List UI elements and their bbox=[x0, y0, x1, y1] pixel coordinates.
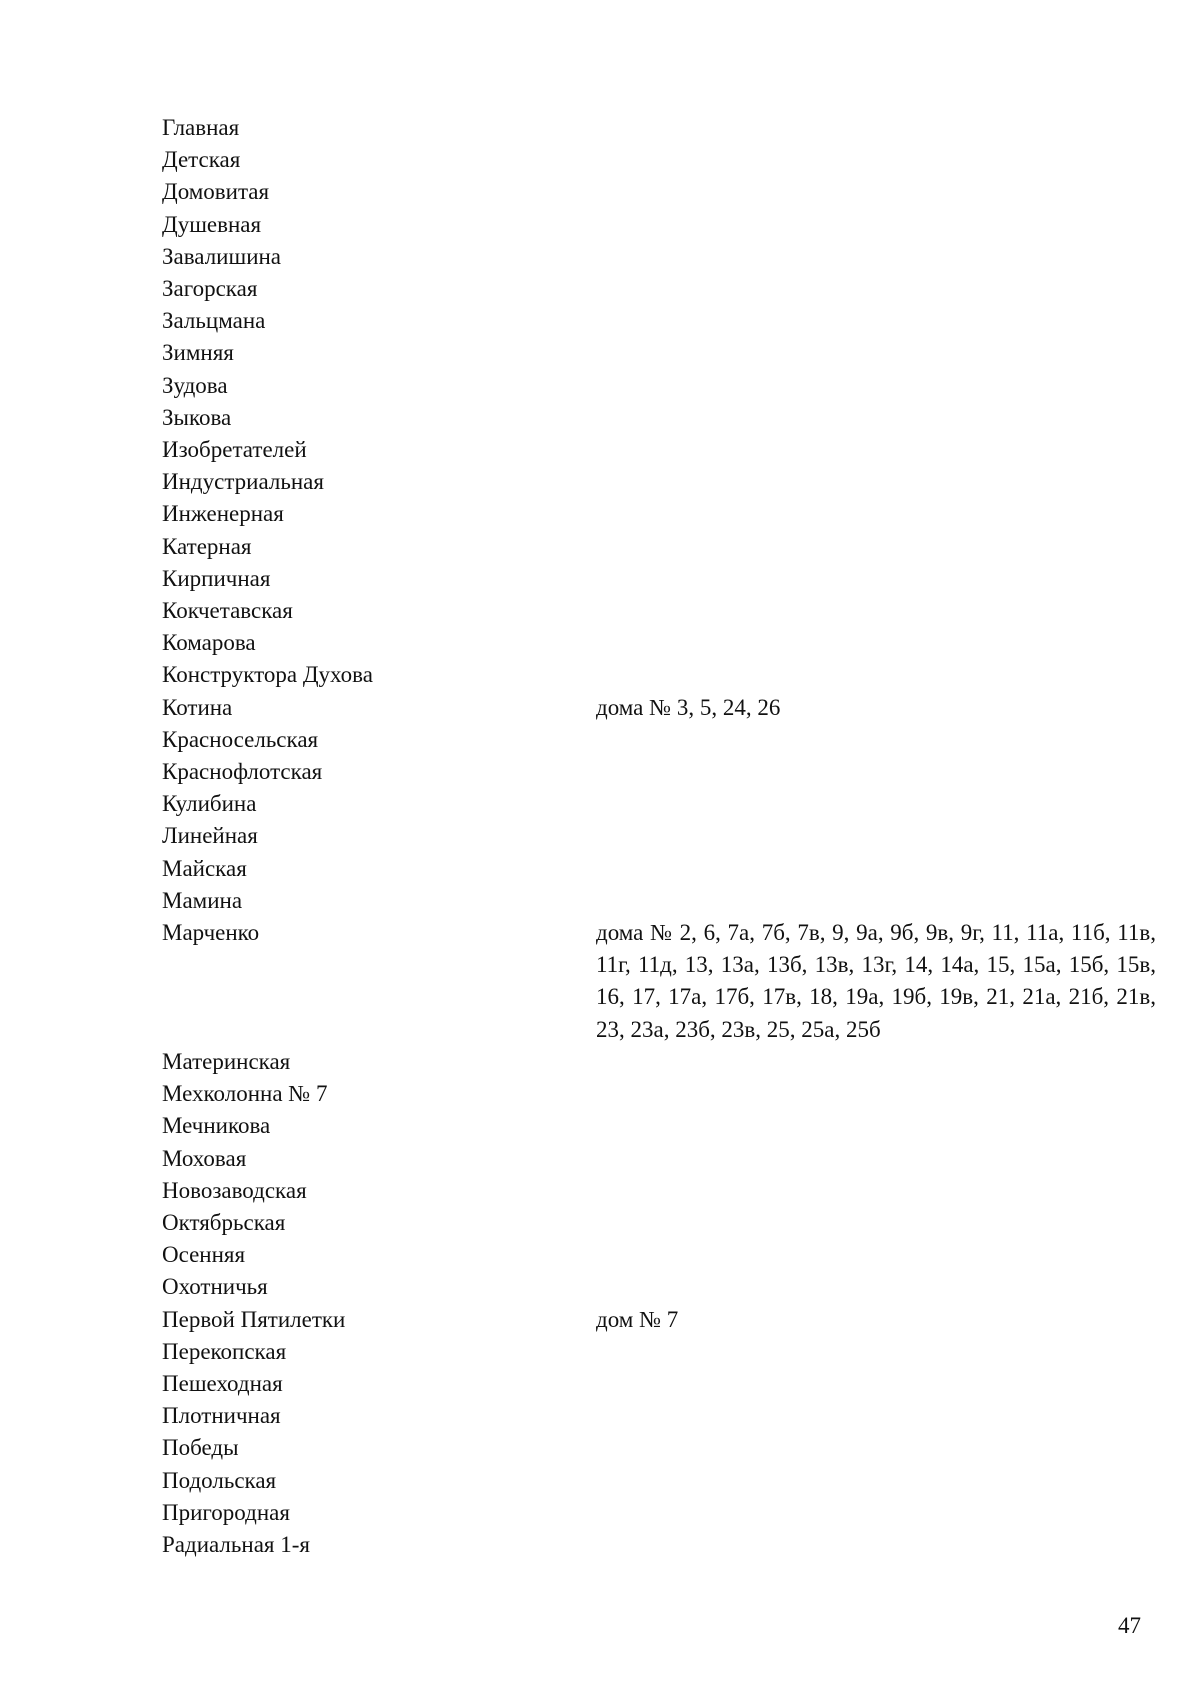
street-name: Мамина bbox=[162, 887, 243, 913]
street-row bbox=[162, 1497, 1162, 1529]
street-houses: дом № 7 bbox=[596, 1306, 679, 1332]
street-row bbox=[162, 917, 1162, 1046]
street-row bbox=[162, 692, 1162, 724]
street-row bbox=[162, 1304, 1162, 1336]
street-name: Материнская bbox=[162, 1048, 291, 1074]
street-name: Катерная bbox=[162, 533, 252, 559]
street-name: Комарова bbox=[162, 630, 256, 656]
street-name: Краснофлотская bbox=[162, 759, 323, 785]
street-row bbox=[162, 788, 1162, 820]
street-name: Первой Пятилетки bbox=[162, 1306, 346, 1332]
street-row bbox=[162, 370, 1162, 402]
street-row bbox=[162, 1078, 1162, 1110]
street-row bbox=[162, 176, 1162, 208]
street-name: Детская bbox=[162, 147, 241, 173]
street-row bbox=[162, 627, 1162, 659]
street-row bbox=[162, 756, 1162, 788]
street-name: Пешеходная bbox=[162, 1370, 283, 1396]
street-row bbox=[162, 144, 1162, 176]
street-name: Конструктора Духова bbox=[162, 662, 373, 688]
street-name: Зудова bbox=[162, 372, 228, 398]
street-name: Мехколонна № 7 bbox=[162, 1081, 328, 1107]
street-row bbox=[162, 853, 1162, 885]
street-name: Зыкова bbox=[162, 404, 232, 430]
street-name: Зимняя bbox=[162, 340, 234, 366]
street-name: Пригородная bbox=[162, 1499, 290, 1525]
street-row bbox=[162, 209, 1162, 241]
street-row bbox=[162, 531, 1162, 563]
street-name: Подольская bbox=[162, 1467, 277, 1493]
street-name: Загорская bbox=[162, 276, 258, 302]
street-name: Главная bbox=[162, 115, 240, 140]
street-row bbox=[162, 337, 1162, 369]
street-row bbox=[162, 820, 1162, 852]
street-name: Красносельская bbox=[162, 726, 319, 752]
street-name: Майская bbox=[162, 855, 247, 881]
street-name: Индустриальная bbox=[162, 469, 324, 495]
street-name: Котина bbox=[162, 694, 233, 720]
street-row bbox=[162, 1336, 1162, 1368]
street-row bbox=[162, 885, 1162, 917]
street-name: Кулибина bbox=[162, 791, 257, 817]
street-name: Радиальная 1-я bbox=[162, 1531, 310, 1557]
street-row bbox=[162, 1368, 1162, 1400]
street-name: Плотничная bbox=[162, 1403, 281, 1429]
street-row bbox=[162, 1207, 1162, 1239]
street-list bbox=[162, 112, 1162, 1561]
street-name: Завалишина bbox=[162, 243, 282, 269]
street-name: Душевная bbox=[162, 211, 262, 237]
street-name: Изобретателей bbox=[162, 437, 307, 463]
street-name: Моховая bbox=[162, 1145, 247, 1171]
street-name: Линейная bbox=[162, 823, 258, 849]
street-row bbox=[162, 402, 1162, 434]
street-name: Перекопская bbox=[162, 1338, 287, 1364]
street-row bbox=[162, 1529, 1162, 1561]
street-row bbox=[162, 595, 1162, 627]
street-name: Мечникова bbox=[162, 1113, 271, 1139]
street-name: Новозаводская bbox=[162, 1177, 307, 1203]
street-row bbox=[162, 563, 1162, 595]
street-row bbox=[162, 1400, 1162, 1432]
street-name: Победы bbox=[162, 1435, 239, 1461]
street-row bbox=[162, 434, 1162, 466]
street-name: Октябрьская bbox=[162, 1209, 286, 1235]
street-row bbox=[162, 241, 1162, 273]
street-row bbox=[162, 1465, 1162, 1497]
street-row bbox=[162, 273, 1162, 305]
street-name: Кокчетавская bbox=[162, 598, 293, 624]
street-name: Инженерная bbox=[162, 501, 284, 527]
street-name: Кирпичная bbox=[162, 565, 271, 591]
street-row bbox=[162, 659, 1162, 691]
street-houses: дома № 3, 5, 24, 26 bbox=[596, 694, 781, 720]
street-row bbox=[162, 1110, 1162, 1142]
street-row bbox=[162, 1175, 1162, 1207]
street-row bbox=[162, 1271, 1162, 1303]
street-row bbox=[162, 112, 1162, 144]
page-number: 47 bbox=[1118, 1613, 1141, 1638]
street-row bbox=[162, 1239, 1162, 1271]
street-row bbox=[162, 466, 1162, 498]
street-row bbox=[162, 1046, 1162, 1078]
street-name: Зальцмана bbox=[162, 308, 266, 334]
street-houses: дома № 2, 6, 7а, 7б, 7в, 9, 9а, 9б, 9в, 9г, 11, 11а, 11б, 11в, 11г, 11д, 13, 13а, 13б, 13в, 13г, 14, 14а, 15, 15а, 15б, 15в, 16, 17, 17а, 17б, 17в, 18, 19а, 19б, 19в, 21, 21а, 21б, 21в, 23, 23а, 23б, 23в, 25, 25а, 25б bbox=[596, 920, 1156, 1042]
street-row bbox=[162, 724, 1162, 756]
street-row bbox=[162, 1143, 1162, 1175]
street-row bbox=[162, 1432, 1162, 1464]
street-row bbox=[162, 305, 1162, 337]
street-name: Домовитая bbox=[162, 179, 270, 205]
street-name: Марченко bbox=[162, 920, 260, 946]
street-name: Осенняя bbox=[162, 1242, 246, 1268]
street-row bbox=[162, 498, 1162, 530]
street-name: Охотничья bbox=[162, 1274, 268, 1300]
